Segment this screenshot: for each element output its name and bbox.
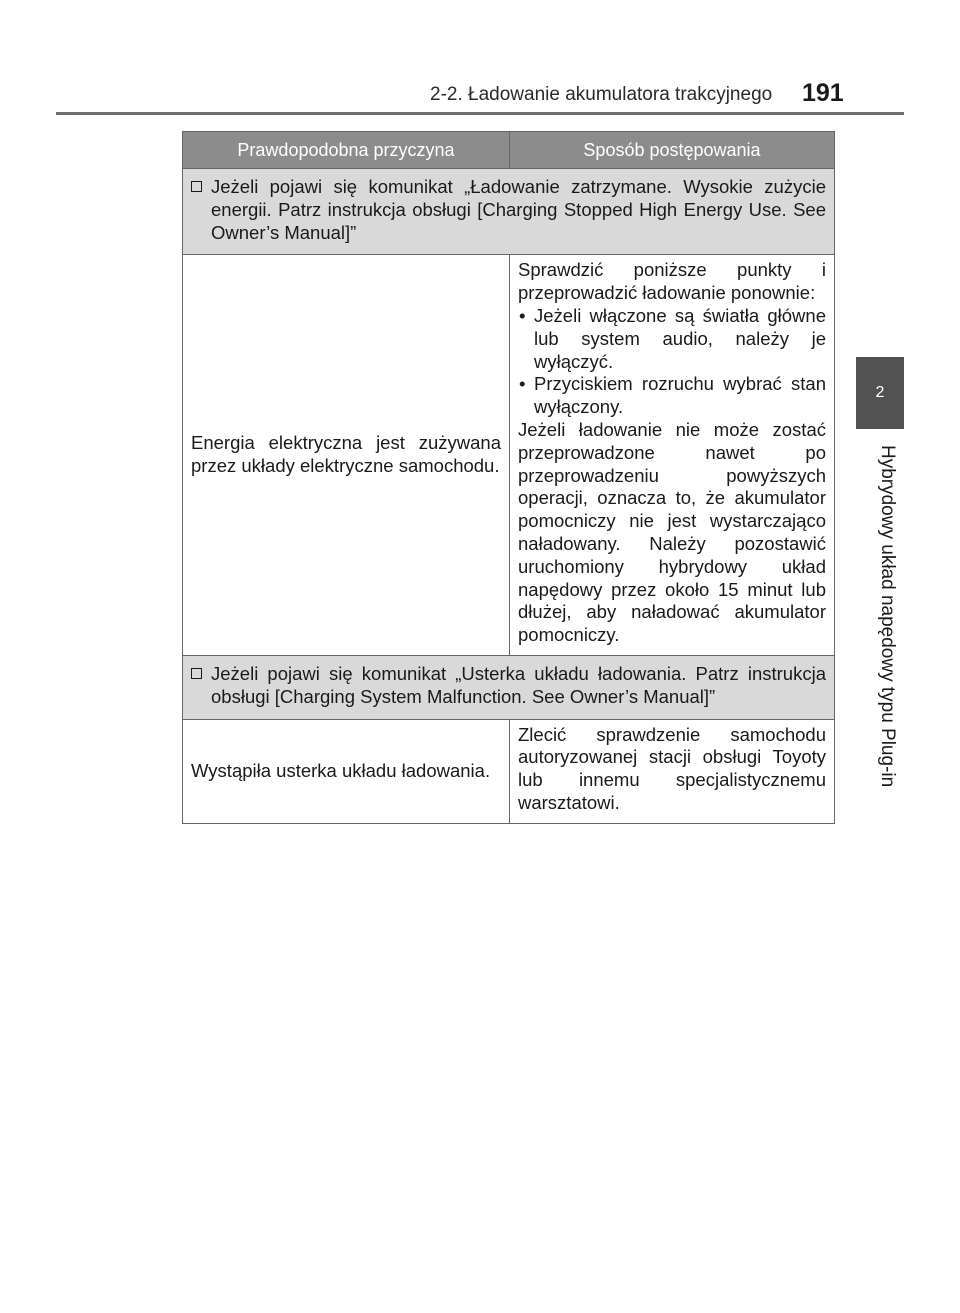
section-title: 2-2. Ładowanie akumulatora trakcyjnego	[430, 84, 773, 105]
cause-cell: Wystąpiła usterka układu ładowania.	[183, 719, 510, 823]
column-header-cause: Prawdopodobna przyczyna	[183, 132, 510, 169]
condition-row	[183, 169, 835, 255]
page-number: 191	[802, 79, 844, 107]
action-bullet	[518, 373, 826, 419]
condition-row	[183, 655, 835, 719]
chapter-title: Hybrydowy układ napędowy typu Plug-in	[877, 444, 898, 788]
action-bullet	[518, 305, 826, 373]
table-row	[183, 255, 835, 656]
checkbox-square-icon	[191, 668, 202, 679]
action-intro: Sprawdzić poniższe punkty i przeprowadzić ładowanie ponownie:	[518, 259, 826, 304]
chapter-number: 2	[875, 384, 885, 401]
action-bullet-text: Jeżeli włączone są światła główne lub system audio, należy je wyłączyć.	[534, 304, 826, 372]
condition-cell	[183, 169, 835, 255]
table-row	[183, 719, 835, 823]
action-bullet-text: Przyciskiem rozruchu wybrać stan wyłączony.	[534, 373, 826, 418]
action-cell	[510, 255, 835, 656]
column-header-action: Sposób postępowania	[510, 132, 835, 169]
condition-text: Jeżeli pojawi się komunikat „Ładowanie zatrzymane. Wysokie zużycie energii. Patrz instrukcja obsługi [Charging Stopped High Energy Use. See Owner’s Manual]”	[211, 176, 826, 243]
bullet-dot-icon: •	[519, 304, 526, 326]
action-outro: Jeżeli ładowanie nie może zostać przeprowadzone nawet po przeprowadzeniu powyższych operacji, oznacza to, że akumulator pomocniczy nie jest wystarczająco naładowany. Należy pozostawić uruchomiony hybrydowy układ napędowy przez około 15 minut lub dłużej, aby naładować akumulator pomocniczy.	[518, 418, 826, 646]
troubleshooting-table	[182, 131, 835, 824]
table-header-row	[183, 132, 835, 169]
header-divider	[56, 112, 904, 115]
cause-cell: Energia elektryczna jest zużywana przez układy elektryczne samochodu.	[183, 255, 510, 656]
condition-text: Jeżeli pojawi się komunikat „Usterka układu ładowania. Patrz instrukcja obsługi [Charging System Malfunction. See Owner’s Manual]”	[211, 662, 826, 707]
checkbox-square-icon	[191, 181, 202, 192]
condition-cell	[183, 655, 835, 719]
chapter-tab	[856, 357, 904, 429]
bullet-dot-icon: •	[519, 373, 526, 395]
action-cell: Zlecić sprawdzenie samochodu autoryzowanej stacji obsługi Toyoty lub innemu specjalistycznemu warsztatowi.	[510, 719, 835, 823]
